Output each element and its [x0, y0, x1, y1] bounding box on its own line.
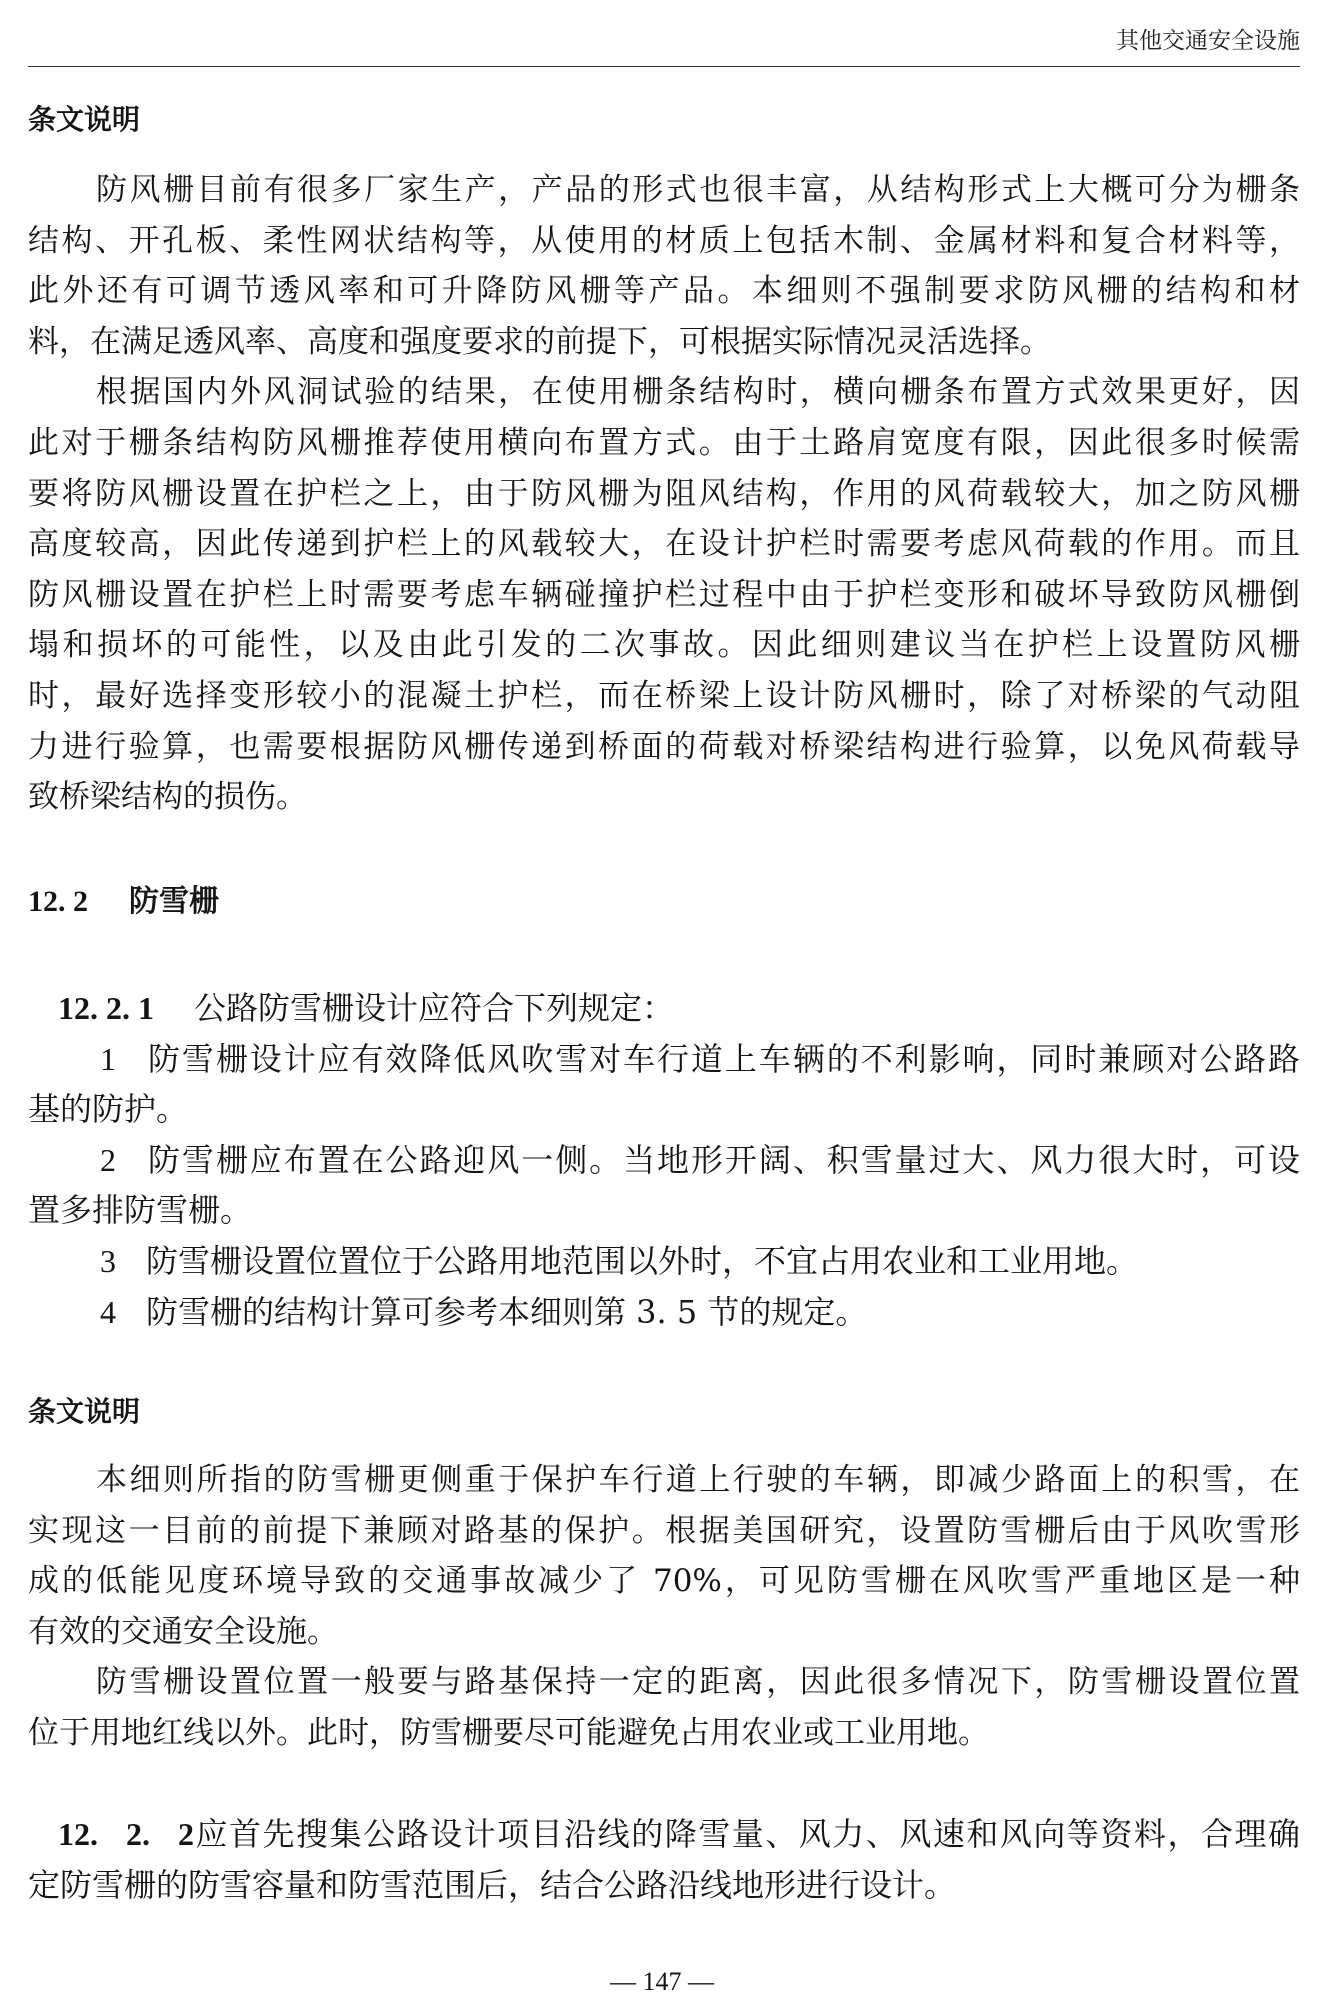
- item-line: [28, 1287, 1300, 1338]
- paragraph-line: 有效的交通安全设施。: [28, 1613, 338, 1650]
- item-line: [28, 1135, 1300, 1186]
- clause-number: 12. 2. 2: [58, 1816, 194, 1852]
- list-item: [28, 1034, 1300, 1135]
- paragraph-line: 本细则所指的防雪栅更侧重于保护车行道上行驶的车辆，即减少路面上的积雪，在: [96, 1462, 1300, 1498]
- paragraph: [28, 1657, 1300, 1758]
- paragraph-line: 此外还有可调节透风率和可升降防风栅等产品。本细则不强制要求防风栅的结构和材: [28, 273, 1300, 310]
- item-line: 基的防护。: [28, 1090, 189, 1129]
- paragraph-line: 实现这一目前的前提下兼顾对路基的保护。根据美国研究，设置防雪栅后由于风吹雪形: [28, 1512, 1300, 1549]
- paragraph-line: 时，最好选择变形较小的混凝土护栏，而在桥梁上设计防风栅时，除了对桥梁的气动阻: [28, 677, 1300, 714]
- section-title: 防雪栅: [129, 884, 219, 919]
- paragraph: [28, 165, 1300, 367]
- paragraph-line: 结构、开孔板、柔性网状结构等，从使用的材质上包括木制、金属材料和复合材料等，: [28, 222, 1300, 259]
- header-rule: [28, 66, 1300, 67]
- section-heading: [28, 877, 1300, 927]
- paragraph-line: 防风栅目前有很多厂家生产，产品的形式也很丰富，从结构形式上大概可分为栅条: [96, 172, 1300, 208]
- clause-line: [28, 983, 1300, 1034]
- paragraph-line: 成的低能见度环境导致的交通事故减少了 70%，可见防雪栅在风吹雪严重地区是一种: [28, 1563, 1300, 1600]
- paragraph: [28, 1455, 1300, 1657]
- clause-12-2-2: [28, 1809, 1300, 1910]
- list-item: [28, 1236, 1300, 1287]
- item-text: 防雪栅的结构计算可参考本细则第 3. 5 节的规定。: [146, 1292, 868, 1331]
- paragraph-line: 致桥梁结构的损伤。: [28, 779, 307, 816]
- item-number: 3: [100, 1242, 116, 1279]
- list-item: [28, 1287, 1300, 1338]
- item-number: 1: [100, 1040, 116, 1077]
- paragraph-line: 料，在满足透风率、高度和强度要求的前提下，可根据实际情况灵活选择。: [28, 323, 1051, 360]
- item-number: 4: [100, 1293, 116, 1330]
- commentary-body: [28, 165, 1300, 823]
- page-number: — 147 —: [610, 1967, 714, 1996]
- item-line: [28, 1236, 1300, 1287]
- paragraph-line: 要将防风栅设置在护栏之上，由于防风栅为阻风结构，作用的风荷载较大，加之防风栅: [28, 475, 1300, 512]
- running-header-title: 其他交通安全设施: [1116, 28, 1300, 54]
- item-line: [28, 1034, 1300, 1085]
- paragraph-line: 高度较高，因此传递到护栏上的风载较大，在设计护栏时需要考虑风荷载的作用。而且: [28, 526, 1300, 563]
- list-item: [28, 1135, 1300, 1236]
- clause-text: 应首先搜集公路设计项目沿线的降雪量、风力、风速和风向等资料，合理确: [194, 1815, 1300, 1853]
- item-text: 防雪栅设置位置位于公路用地范围以外时，不宜占用农业和工业用地。: [146, 1241, 1139, 1280]
- item-number: 2: [100, 1141, 116, 1178]
- clause-line: [28, 1809, 1300, 1860]
- commentary-title: 条文说明: [28, 1395, 141, 1428]
- item-text: 防雪栅应布置在公路迎风一侧。当地形开阔、积雪量过大、风力很大时，可设: [146, 1140, 1300, 1179]
- paragraph-line: 位于用地红线以外。此时，防雪栅要尽可能避免占用农业或工业用地。: [28, 1714, 989, 1751]
- paragraph-line: 力进行验算，也需要根据防风栅传递到桥面的荷载对桥梁结构进行验算，以免风荷载导: [28, 728, 1300, 765]
- item-text: 防雪栅设计应有效降低风吹雪对车行道上车辆的不利影响，同时兼顾对公路路: [146, 1039, 1300, 1078]
- paragraph: [28, 367, 1300, 822]
- clause-text: 公路防雪栅设计应符合下列规定：: [194, 989, 675, 1027]
- paragraph-line: 防风栅设置在护栏上时需要考虑车辆碰撞护栏过程中由于护栏变形和破坏导致防风栅倒: [28, 576, 1300, 613]
- clause-12-2-1: [28, 983, 1300, 1337]
- commentary-body: [28, 1455, 1300, 1759]
- clause-line: 定防雪栅的防雪容量和防雪范围后，结合公路沿线地形进行设计。: [28, 1865, 957, 1904]
- paragraph-line: 此对于栅条结构防风栅推荐使用横向布置方式。由于土路肩宽度有限，因此很多时候需: [28, 424, 1300, 461]
- clause-number: 12. 2. 1: [58, 990, 154, 1026]
- paragraph-line: 塌和损坏的可能性，以及由此引发的二次事故。因此细则建议当在护栏上设置防风栅: [28, 627, 1300, 664]
- commentary-title: 条文说明: [28, 103, 141, 136]
- item-line: 置多排防雪栅。: [28, 1191, 253, 1230]
- paragraph-line: 根据国内外风洞试验的结果，在使用栅条结构时，横向栅条布置方式效果更好，因: [96, 374, 1300, 411]
- section-number: 12. 2: [28, 885, 88, 918]
- paragraph-line: 防雪栅设置位置一般要与路基保持一定的距离，因此很多情况下，防雪栅设置位置: [96, 1664, 1300, 1701]
